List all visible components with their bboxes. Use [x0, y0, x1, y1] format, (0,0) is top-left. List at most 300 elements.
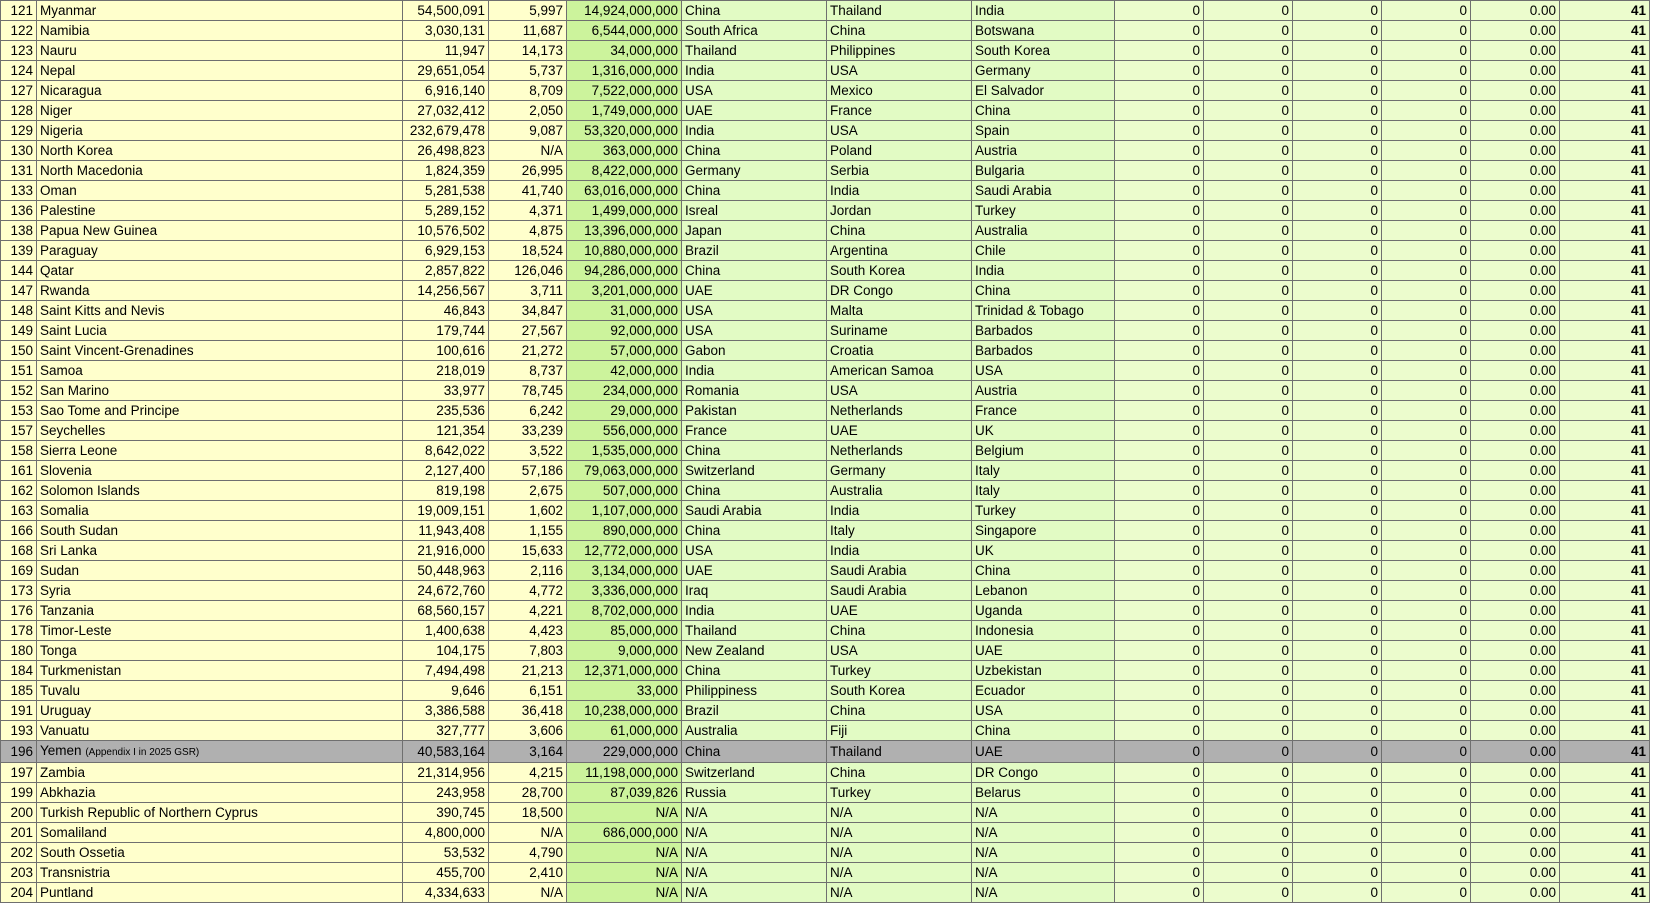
cell-c3[interactable] [1293, 581, 1382, 601]
table-row[interactable] [1, 81, 1650, 101]
cell-total[interactable] [567, 181, 682, 201]
cell-score[interactable] [1471, 181, 1560, 201]
cell-c2[interactable] [1204, 101, 1293, 121]
cell-gdp_per_capita[interactable] [489, 863, 567, 883]
cell-population[interactable] [403, 141, 489, 161]
cell-partner_1[interactable] [682, 21, 827, 41]
table-row[interactable] [1, 361, 1650, 381]
cell-total[interactable] [567, 61, 682, 81]
cell-country[interactable] [37, 621, 403, 641]
cell-total[interactable] [567, 661, 682, 681]
cell-c2[interactable] [1204, 161, 1293, 181]
cell-population[interactable] [403, 221, 489, 241]
cell-c1[interactable] [1115, 221, 1204, 241]
cell-score[interactable] [1471, 141, 1560, 161]
cell-rank[interactable] [1560, 1, 1650, 21]
cell-partner_3[interactable] [972, 701, 1115, 721]
cell-rank[interactable] [1560, 81, 1650, 101]
cell-c3[interactable] [1293, 481, 1382, 501]
cell-row_no[interactable] [1, 601, 37, 621]
cell-population[interactable] [403, 181, 489, 201]
cell-partner_3[interactable] [972, 201, 1115, 221]
table-row[interactable] [1, 61, 1650, 81]
cell-c2[interactable] [1204, 461, 1293, 481]
cell-total[interactable] [567, 721, 682, 741]
cell-c2[interactable] [1204, 601, 1293, 621]
cell-population[interactable] [403, 81, 489, 101]
cell-c3[interactable] [1293, 763, 1382, 783]
cell-partner_1[interactable] [682, 541, 827, 561]
cell-c1[interactable] [1115, 621, 1204, 641]
cell-partner_1[interactable] [682, 281, 827, 301]
cell-score[interactable] [1471, 21, 1560, 41]
cell-c2[interactable] [1204, 241, 1293, 261]
cell-population[interactable] [403, 441, 489, 461]
cell-row_no[interactable] [1, 521, 37, 541]
cell-c4[interactable] [1382, 361, 1471, 381]
cell-partner_3[interactable] [972, 141, 1115, 161]
cell-rank[interactable] [1560, 141, 1650, 161]
cell-gdp_per_capita[interactable] [489, 241, 567, 261]
cell-partner_1[interactable] [682, 803, 827, 823]
cell-population[interactable] [403, 201, 489, 221]
cell-country[interactable] [37, 41, 403, 61]
cell-partner_1[interactable] [682, 621, 827, 641]
cell-c1[interactable] [1115, 281, 1204, 301]
cell-partner_3[interactable] [972, 1, 1115, 21]
cell-c1[interactable] [1115, 561, 1204, 581]
cell-gdp_per_capita[interactable] [489, 883, 567, 903]
cell-c1[interactable] [1115, 261, 1204, 281]
cell-c2[interactable] [1204, 321, 1293, 341]
cell-partner_1[interactable] [682, 101, 827, 121]
cell-c4[interactable] [1382, 241, 1471, 261]
cell-c3[interactable] [1293, 281, 1382, 301]
cell-rank[interactable] [1560, 823, 1650, 843]
cell-c1[interactable] [1115, 381, 1204, 401]
cell-c3[interactable] [1293, 421, 1382, 441]
cell-c4[interactable] [1382, 661, 1471, 681]
cell-c4[interactable] [1382, 301, 1471, 321]
table-row[interactable] [1, 441, 1650, 461]
cell-population[interactable] [403, 321, 489, 341]
cell-row_no[interactable] [1, 803, 37, 823]
cell-rank[interactable] [1560, 721, 1650, 741]
cell-total[interactable] [567, 783, 682, 803]
cell-population[interactable] [403, 521, 489, 541]
cell-c3[interactable] [1293, 803, 1382, 823]
cell-c4[interactable] [1382, 101, 1471, 121]
cell-total[interactable] [567, 883, 682, 903]
table-row[interactable] [1, 681, 1650, 701]
cell-c3[interactable] [1293, 181, 1382, 201]
cell-c2[interactable] [1204, 441, 1293, 461]
cell-partner_3[interactable] [972, 741, 1115, 763]
cell-country[interactable] [37, 863, 403, 883]
table-row[interactable] [1, 241, 1650, 261]
cell-partner_1[interactable] [682, 141, 827, 161]
cell-population[interactable] [403, 381, 489, 401]
cell-total[interactable] [567, 843, 682, 863]
cell-c2[interactable] [1204, 501, 1293, 521]
cell-partner_2[interactable] [827, 661, 972, 681]
cell-c1[interactable] [1115, 461, 1204, 481]
cell-country[interactable] [37, 81, 403, 101]
cell-gdp_per_capita[interactable] [489, 201, 567, 221]
cell-partner_3[interactable] [972, 481, 1115, 501]
cell-country[interactable] [37, 421, 403, 441]
cell-partner_3[interactable] [972, 681, 1115, 701]
cell-row_no[interactable] [1, 101, 37, 121]
cell-population[interactable] [403, 823, 489, 843]
cell-partner_1[interactable] [682, 301, 827, 321]
cell-country[interactable] [37, 521, 403, 541]
cell-rank[interactable] [1560, 843, 1650, 863]
cell-c2[interactable] [1204, 21, 1293, 41]
cell-row_no[interactable] [1, 783, 37, 803]
cell-partner_2[interactable] [827, 803, 972, 823]
cell-partner_1[interactable] [682, 201, 827, 221]
cell-partner_3[interactable] [972, 241, 1115, 261]
table-row[interactable] [1, 261, 1650, 281]
cell-c3[interactable] [1293, 501, 1382, 521]
cell-c2[interactable] [1204, 661, 1293, 681]
cell-partner_2[interactable] [827, 421, 972, 441]
cell-country[interactable] [37, 721, 403, 741]
cell-gdp_per_capita[interactable] [489, 341, 567, 361]
cell-rank[interactable] [1560, 221, 1650, 241]
cell-score[interactable] [1471, 1, 1560, 21]
cell-partner_2[interactable] [827, 221, 972, 241]
cell-partner_1[interactable] [682, 341, 827, 361]
cell-c4[interactable] [1382, 641, 1471, 661]
cell-score[interactable] [1471, 661, 1560, 681]
cell-row_no[interactable] [1, 261, 37, 281]
cell-c4[interactable] [1382, 61, 1471, 81]
table-row[interactable] [1, 181, 1650, 201]
cell-partner_3[interactable] [972, 61, 1115, 81]
cell-c1[interactable] [1115, 701, 1204, 721]
cell-partner_1[interactable] [682, 401, 827, 421]
cell-c4[interactable] [1382, 121, 1471, 141]
cell-score[interactable] [1471, 843, 1560, 863]
cell-population[interactable] [403, 461, 489, 481]
cell-total[interactable] [567, 501, 682, 521]
cell-rank[interactable] [1560, 561, 1650, 581]
cell-c3[interactable] [1293, 521, 1382, 541]
cell-gdp_per_capita[interactable] [489, 421, 567, 441]
table-row[interactable] [1, 581, 1650, 601]
cell-population[interactable] [403, 883, 489, 903]
table-row[interactable] [1, 281, 1650, 301]
cell-total[interactable] [567, 541, 682, 561]
cell-country[interactable] [37, 301, 403, 321]
table-row[interactable] [1, 561, 1650, 581]
table-row[interactable] [1, 301, 1650, 321]
cell-partner_3[interactable] [972, 401, 1115, 421]
cell-c3[interactable] [1293, 1, 1382, 21]
table-row[interactable] [1, 501, 1650, 521]
cell-c4[interactable] [1382, 621, 1471, 641]
cell-c4[interactable] [1382, 481, 1471, 501]
cell-population[interactable] [403, 1, 489, 21]
cell-rank[interactable] [1560, 401, 1650, 421]
cell-partner_1[interactable] [682, 221, 827, 241]
cell-gdp_per_capita[interactable] [489, 581, 567, 601]
cell-row_no[interactable] [1, 141, 37, 161]
cell-partner_2[interactable] [827, 401, 972, 421]
cell-population[interactable] [403, 401, 489, 421]
cell-c3[interactable] [1293, 321, 1382, 341]
cell-c2[interactable] [1204, 843, 1293, 863]
cell-c3[interactable] [1293, 401, 1382, 421]
cell-c3[interactable] [1293, 701, 1382, 721]
cell-c3[interactable] [1293, 721, 1382, 741]
table-row[interactable] [1, 701, 1650, 721]
cell-gdp_per_capita[interactable] [489, 803, 567, 823]
cell-partner_3[interactable] [972, 621, 1115, 641]
cell-row_no[interactable] [1, 21, 37, 41]
cell-gdp_per_capita[interactable] [489, 843, 567, 863]
cell-c3[interactable] [1293, 883, 1382, 903]
cell-rank[interactable] [1560, 521, 1650, 541]
cell-gdp_per_capita[interactable] [489, 461, 567, 481]
cell-c4[interactable] [1382, 843, 1471, 863]
cell-partner_2[interactable] [827, 161, 972, 181]
cell-score[interactable] [1471, 621, 1560, 641]
cell-c1[interactable] [1115, 101, 1204, 121]
cell-c4[interactable] [1382, 201, 1471, 221]
table-row[interactable] [1, 221, 1650, 241]
cell-score[interactable] [1471, 601, 1560, 621]
cell-c2[interactable] [1204, 61, 1293, 81]
cell-c4[interactable] [1382, 823, 1471, 843]
cell-c2[interactable] [1204, 741, 1293, 763]
cell-c3[interactable] [1293, 161, 1382, 181]
cell-country[interactable] [37, 1, 403, 21]
cell-partner_3[interactable] [972, 601, 1115, 621]
cell-c1[interactable] [1115, 61, 1204, 81]
cell-c3[interactable] [1293, 541, 1382, 561]
cell-rank[interactable] [1560, 601, 1650, 621]
cell-score[interactable] [1471, 341, 1560, 361]
cell-total[interactable] [567, 441, 682, 461]
table-row[interactable] [1, 201, 1650, 221]
cell-country[interactable] [37, 221, 403, 241]
cell-total[interactable] [567, 561, 682, 581]
cell-gdp_per_capita[interactable] [489, 763, 567, 783]
cell-score[interactable] [1471, 401, 1560, 421]
cell-partner_2[interactable] [827, 21, 972, 41]
cell-population[interactable] [403, 301, 489, 321]
table-row[interactable] [1, 141, 1650, 161]
cell-partner_1[interactable] [682, 823, 827, 843]
cell-country[interactable] [37, 361, 403, 381]
cell-partner_3[interactable] [972, 361, 1115, 381]
cell-c1[interactable] [1115, 21, 1204, 41]
cell-gdp_per_capita[interactable] [489, 21, 567, 41]
cell-score[interactable] [1471, 641, 1560, 661]
cell-partner_3[interactable] [972, 541, 1115, 561]
cell-rank[interactable] [1560, 201, 1650, 221]
cell-score[interactable] [1471, 541, 1560, 561]
cell-partner_2[interactable] [827, 181, 972, 201]
cell-country[interactable] [37, 481, 403, 501]
cell-partner_2[interactable] [827, 301, 972, 321]
cell-partner_2[interactable] [827, 621, 972, 641]
cell-total[interactable] [567, 823, 682, 843]
cell-country[interactable] [37, 181, 403, 201]
table-row[interactable] [1, 481, 1650, 501]
cell-row_no[interactable] [1, 843, 37, 863]
cell-country[interactable] [37, 61, 403, 81]
cell-population[interactable] [403, 621, 489, 641]
cell-total[interactable] [567, 401, 682, 421]
cell-rank[interactable] [1560, 641, 1650, 661]
cell-gdp_per_capita[interactable] [489, 161, 567, 181]
cell-score[interactable] [1471, 201, 1560, 221]
cell-partner_2[interactable] [827, 721, 972, 741]
cell-population[interactable] [403, 803, 489, 823]
cell-country[interactable] [37, 581, 403, 601]
cell-total[interactable] [567, 141, 682, 161]
cell-partner_1[interactable] [682, 521, 827, 541]
cell-rank[interactable] [1560, 101, 1650, 121]
cell-partner_3[interactable] [972, 41, 1115, 61]
cell-partner_1[interactable] [682, 741, 827, 763]
cell-score[interactable] [1471, 421, 1560, 441]
cell-c2[interactable] [1204, 481, 1293, 501]
table-row[interactable] [1, 763, 1650, 783]
cell-c1[interactable] [1115, 401, 1204, 421]
cell-partner_2[interactable] [827, 1, 972, 21]
cell-partner_1[interactable] [682, 883, 827, 903]
cell-c4[interactable] [1382, 581, 1471, 601]
table-row[interactable] [1, 41, 1650, 61]
cell-country[interactable] [37, 541, 403, 561]
cell-score[interactable] [1471, 701, 1560, 721]
cell-row_no[interactable] [1, 681, 37, 701]
cell-total[interactable] [567, 863, 682, 883]
cell-partner_1[interactable] [682, 763, 827, 783]
cell-gdp_per_capita[interactable] [489, 381, 567, 401]
cell-c4[interactable] [1382, 281, 1471, 301]
cell-row_no[interactable] [1, 763, 37, 783]
cell-c2[interactable] [1204, 763, 1293, 783]
cell-country[interactable] [37, 661, 403, 681]
cell-c4[interactable] [1382, 681, 1471, 701]
cell-score[interactable] [1471, 741, 1560, 763]
cell-score[interactable] [1471, 763, 1560, 783]
cell-gdp_per_capita[interactable] [489, 641, 567, 661]
cell-country[interactable] [37, 101, 403, 121]
cell-row_no[interactable] [1, 541, 37, 561]
cell-partner_1[interactable] [682, 843, 827, 863]
cell-partner_1[interactable] [682, 61, 827, 81]
cell-partner_2[interactable] [827, 581, 972, 601]
cell-population[interactable] [403, 661, 489, 681]
cell-rank[interactable] [1560, 741, 1650, 763]
cell-partner_2[interactable] [827, 863, 972, 883]
cell-c2[interactable] [1204, 261, 1293, 281]
cell-c2[interactable] [1204, 401, 1293, 421]
cell-population[interactable] [403, 843, 489, 863]
cell-partner_2[interactable] [827, 441, 972, 461]
cell-rank[interactable] [1560, 261, 1650, 281]
cell-country[interactable] [37, 261, 403, 281]
cell-population[interactable] [403, 361, 489, 381]
cell-gdp_per_capita[interactable] [489, 561, 567, 581]
cell-row_no[interactable] [1, 341, 37, 361]
cell-c4[interactable] [1382, 41, 1471, 61]
cell-partner_3[interactable] [972, 321, 1115, 341]
cell-c3[interactable] [1293, 101, 1382, 121]
cell-c4[interactable] [1382, 1, 1471, 21]
cell-row_no[interactable] [1, 401, 37, 421]
cell-partner_2[interactable] [827, 261, 972, 281]
cell-partner_2[interactable] [827, 321, 972, 341]
cell-c4[interactable] [1382, 501, 1471, 521]
cell-total[interactable] [567, 741, 682, 763]
cell-partner_3[interactable] [972, 461, 1115, 481]
cell-rank[interactable] [1560, 281, 1650, 301]
cell-total[interactable] [567, 41, 682, 61]
cell-gdp_per_capita[interactable] [489, 141, 567, 161]
cell-gdp_per_capita[interactable] [489, 281, 567, 301]
cell-population[interactable] [403, 763, 489, 783]
cell-row_no[interactable] [1, 721, 37, 741]
table-row[interactable] [1, 401, 1650, 421]
cell-score[interactable] [1471, 261, 1560, 281]
cell-country[interactable] [37, 201, 403, 221]
cell-c1[interactable] [1115, 161, 1204, 181]
cell-c1[interactable] [1115, 883, 1204, 903]
cell-total[interactable] [567, 201, 682, 221]
cell-c1[interactable] [1115, 301, 1204, 321]
cell-c1[interactable] [1115, 181, 1204, 201]
cell-total[interactable] [567, 281, 682, 301]
cell-partner_1[interactable] [682, 701, 827, 721]
cell-score[interactable] [1471, 241, 1560, 261]
cell-c2[interactable] [1204, 783, 1293, 803]
cell-country[interactable] [37, 241, 403, 261]
cell-score[interactable] [1471, 61, 1560, 81]
cell-country[interactable] [37, 763, 403, 783]
cell-c3[interactable] [1293, 221, 1382, 241]
cell-score[interactable] [1471, 681, 1560, 701]
cell-partner_3[interactable] [972, 421, 1115, 441]
cell-country[interactable] [37, 161, 403, 181]
cell-c2[interactable] [1204, 301, 1293, 321]
cell-country[interactable] [37, 883, 403, 903]
cell-row_no[interactable] [1, 201, 37, 221]
cell-rank[interactable] [1560, 581, 1650, 601]
cell-row_no[interactable] [1, 321, 37, 341]
cell-partner_2[interactable] [827, 281, 972, 301]
cell-row_no[interactable] [1, 61, 37, 81]
cell-score[interactable] [1471, 81, 1560, 101]
cell-row_no[interactable] [1, 421, 37, 441]
cell-gdp_per_capita[interactable] [489, 81, 567, 101]
cell-c4[interactable] [1382, 701, 1471, 721]
cell-c2[interactable] [1204, 201, 1293, 221]
cell-population[interactable] [403, 501, 489, 521]
cell-c3[interactable] [1293, 21, 1382, 41]
cell-row_no[interactable] [1, 381, 37, 401]
cell-row_no[interactable] [1, 701, 37, 721]
cell-gdp_per_capita[interactable] [489, 601, 567, 621]
cell-gdp_per_capita[interactable] [489, 301, 567, 321]
